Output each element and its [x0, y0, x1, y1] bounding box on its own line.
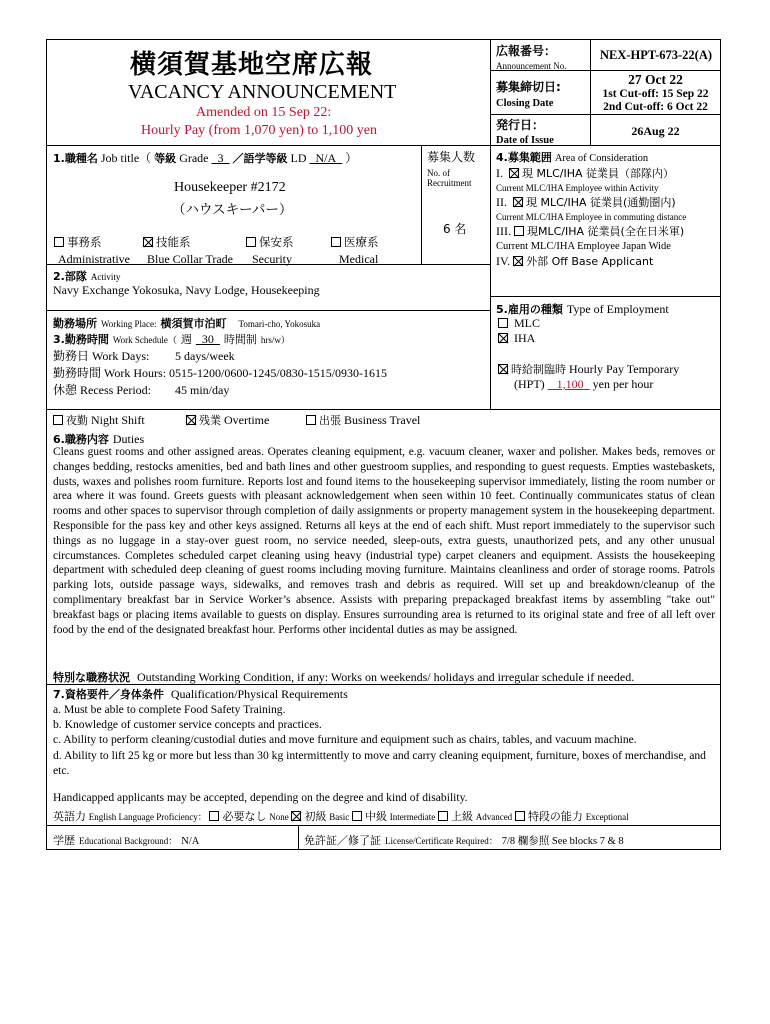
- job-category-2: 保安系 Security: [246, 234, 326, 267]
- english-advanced-checkbox[interactable]: [438, 811, 448, 821]
- employment-label: 5.雇用の種類 Type of Employment: [496, 302, 669, 316]
- job-category-3: 医療系 Medical: [331, 234, 411, 267]
- medical-checkbox[interactable]: [331, 237, 341, 247]
- schedule-label: 3.勤務時間 Work Schedule（ 週 30 時間制 hrs/w）: [53, 332, 290, 346]
- qualifications-list: [53, 702, 715, 778]
- business-travel-checkbox[interactable]: [306, 415, 316, 425]
- qualifications-label: 7.資格要件／身体条件 Qualification/Physical Requirements: [53, 687, 348, 701]
- qualification-item: d. Ability to lift 25 kg or more but less than 30 kg intermittently to move and carry cleaning equipment, furniture, boxes of merchandise, and etc.: [53, 748, 706, 777]
- area-2-checkbox[interactable]: [513, 197, 523, 207]
- area-label: 4.募集範囲 Area of Consideration: [496, 151, 649, 164]
- recruitment-count: 6 名: [443, 222, 467, 236]
- english-basic-checkbox[interactable]: [291, 811, 301, 821]
- mlc-checkbox[interactable]: [498, 318, 508, 328]
- frame-bottom: [46, 849, 721, 850]
- hourly-rate: 1,100: [556, 377, 584, 391]
- security-checkbox[interactable]: [246, 237, 256, 247]
- qualification-item: b. Knowledge of customer service concepts and practices.: [53, 718, 322, 732]
- title-jp: 横須賀基地空席広報: [130, 50, 374, 80]
- work-hours-row: 勤務時間 Work Hours: 0515-1200/0600-1245/0830-1515/0930-1615: [53, 366, 388, 380]
- job-title-label: 1.職種名 Job title（ 等級 Grade 3 ／語学等級 LD N/A ）: [53, 151, 358, 165]
- closing-date: 27 Oct 22: [628, 72, 683, 87]
- handicapped-note: Handicapped applicants may be accepted, depending on the degree and kind of disability.: [53, 791, 468, 804]
- weekly-hours: 30: [201, 332, 214, 346]
- english-exceptional-checkbox[interactable]: [515, 811, 525, 821]
- english-intermediate-checkbox[interactable]: [352, 811, 362, 821]
- area-item-1: I. 現 MLC/IHA 従業員（部隊内） Current MLC/IHA Employee within Activity: [496, 166, 675, 193]
- employment-hpt: 時給制臨時 Hourly Pay Temporary: [498, 361, 679, 377]
- employment-mlc: MLC: [498, 316, 540, 331]
- issue-date: 26Aug 22: [631, 124, 680, 138]
- work-days-row: 勤務日 Work Days: 5 days/week: [53, 349, 235, 363]
- job-category-0: 事務系 Administrative: [54, 234, 144, 267]
- job-title-jp: （ハウスキーパー）: [172, 202, 293, 218]
- special-conditions: 特別な職務状況 Outstanding Working Condition, if any: Works on weekends/ holidays and irregular schedule if needed.: [53, 670, 635, 684]
- area-item-2: II. 現 MLC/IHA 従業員(通勤圏内) Current MLC/IHA Employee in commuting distance: [496, 195, 687, 222]
- administrative-checkbox[interactable]: [54, 237, 64, 247]
- announcement-no-label: 広報番号： Announcement No.: [496, 44, 567, 71]
- employment-iha: IHA: [498, 331, 535, 346]
- issue-date-label: 発行日： Date of Issue: [496, 118, 554, 146]
- hourly-rate-row: (HPT) 1,100 yen per hour: [514, 377, 654, 391]
- license-row: 免許証／修了証 License/Certificate Required： 7/8 欄参照 See blocks 7 & 8: [304, 834, 624, 847]
- english-proficiency-row: 英語力 English Language Proficiency： 必要なし None 初級 Basic 中級 Intermediate 上級 Advanced 特段の能力 Exceptional: [53, 810, 629, 823]
- qualification-item: c. Ability to perform cleaning/custodial duties and move furniture and equipment such as chairs, tables, and vacuum machine.: [53, 733, 637, 747]
- amended-note: Amended on 15 Sep 22:: [196, 105, 332, 120]
- frame-right: [720, 39, 721, 850]
- business-travel-option: 出張 Business Travel: [306, 412, 420, 428]
- ld-value: N/A: [315, 151, 337, 165]
- cutoff-1: 1st Cut-off: 15 Sep 22: [602, 88, 709, 100]
- hpt-checkbox[interactable]: [498, 364, 508, 374]
- title-en: VACANCY ANNOUNCEMENT: [128, 81, 397, 103]
- english-none-checkbox[interactable]: [209, 811, 219, 821]
- iha-checkbox[interactable]: [498, 333, 508, 343]
- closing-date-label: 募集締切日: Closing Date: [496, 80, 561, 109]
- night-shift-option: 夜勤 Night Shift: [53, 412, 145, 428]
- frame-top: [46, 39, 721, 40]
- duties-label: 6.職務内容 Duties: [53, 432, 145, 446]
- job-category-1: 技能系 Blue Collar Trade: [143, 234, 253, 267]
- overtime-checkbox[interactable]: [186, 415, 196, 425]
- area-3-checkbox[interactable]: [514, 226, 524, 236]
- activity-label: 2.部隊 Activity: [53, 270, 121, 283]
- workplace-row: 勤務場所 Working Place: 横須賀市泊町 Tomari-cho, Yokosuka: [53, 317, 321, 330]
- qualification-item: a. Must be able to complete Food Safety Training.: [53, 703, 286, 716]
- announcement-no: NEX-HPT-673-22(A): [600, 48, 713, 62]
- area-1-checkbox[interactable]: [509, 168, 519, 178]
- job-title-en: Housekeeper #2172: [174, 180, 286, 195]
- area-item-3: III. 現MLC/IHA 従業員(全在日米軍) Current MLC/IHA Employee Japan Wide: [496, 224, 685, 252]
- cutoff-2: 2nd Cut-off: 6 Oct 22: [603, 101, 708, 113]
- duties-text: Cleans guest rooms and other assigned areas. Operates cleaning equipment, e.g. vacuum cleaner, waxer and polisher. Makes beds, removes or changes bedding, restocks amenities, bed and bath lines and other guestroom supplies, and responding to guest requests. Empties wastebaskets, dusts, waxes and polishes room furniture. Reports lost and found items to the housekeeping supervisor immediately, listing the room number or area where it was found. Greets guests with pleasant acknowledgement when seen within 10 feet. Continually communicates status of clean rooms and other spaces to supervisor through completion of daily assignments or property management system in the housekeeping department. Responsible for the pass key and other keys assigned. Returns all keys at the end of each shift. Must report immediately to the supervisor such things as no luggage in a stay-over guest room, no service needed, sleep-outs, extra guests, unauthorized pets, and any other unusual circumstances. Completes scheduled carpet cleaning using heavy (industrial type) carpet cleaners and equipment. Assists the housekeeping department with scheduled deep cleaning of guest rooms including moving furniture. Maintains cleanliness and order of storage rooms. Patrols parking lots, outside passage ways, sidewalks, and removes trash and debris as required. Will set up and breakdown/cleanup of the complimentary breakfast bar in Service Worker’s absence. Assists with preparing prepackaged breakfast items by assembling "take out" breakfast bags or placing items available to guests on display. Ensures surrounding area is returned to its original state and free of all left over food by the end of the designated breakfast hour. Performs other incidental duties as may be assigned.: [53, 446, 715, 636]
- frame-left: [46, 39, 47, 850]
- education-row: 学歴 Educational Background： N/A: [53, 834, 200, 847]
- overtime-option: 残業 Overtime: [186, 412, 269, 428]
- recruitment-label: 募集人数 No. of Recruitment: [427, 150, 476, 188]
- blue-collar-checkbox[interactable]: [143, 237, 153, 247]
- activity-value: Navy Exchange Yokosuka, Navy Lodge, Housekeeping: [53, 283, 320, 297]
- hourly-pay-note: Hourly Pay (from 1,070 yen) to 1,100 yen: [141, 123, 378, 138]
- area-4-checkbox[interactable]: [513, 256, 523, 266]
- recess-row: 休憩 Recess Period: 45 min/day: [53, 383, 230, 397]
- area-item-4: IV. 外部 Off Base Applicant: [496, 254, 654, 268]
- night-shift-checkbox[interactable]: [53, 415, 63, 425]
- grade-value: 3: [217, 151, 224, 165]
